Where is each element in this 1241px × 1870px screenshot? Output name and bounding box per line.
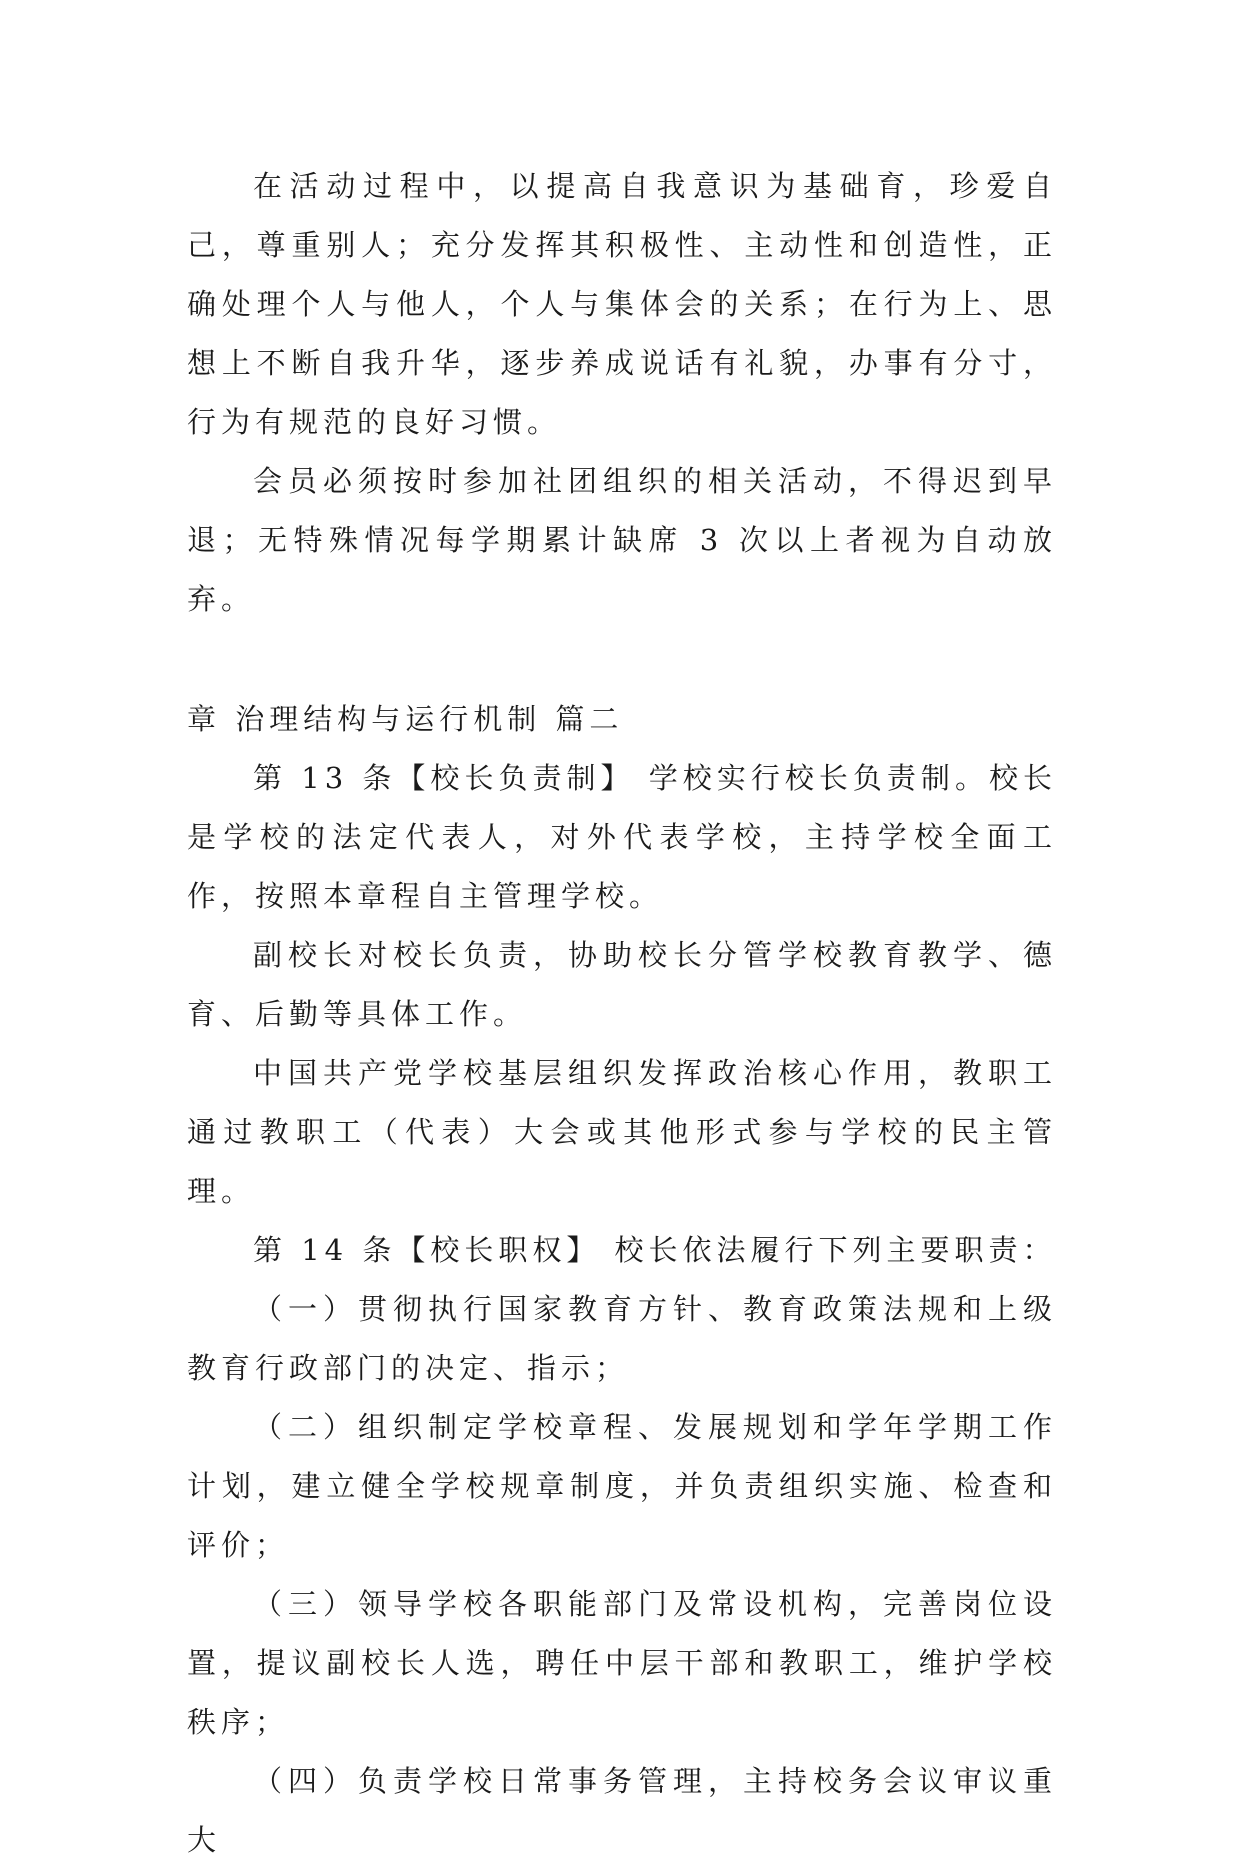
duty-item-4: （四）负责学校日常事务管理，主持校务会议审议重大 [187,1764,1057,1857]
article-13-paragraph: 第 13 条【校长负责制】 学校实行校长负责制。校长是学校的法定代表人，对外代表学校，主持学校全面工作，按照本章程自主管理学校。 [187,761,1057,913]
duty-item-1: （一）贯彻执行国家教育方针、教育政策法规和上级教育行政部门的决定、指示； [187,1292,1057,1385]
party-organization-paragraph: 中国共产党学校基层组织发挥政治核心作用，教职工通过教职工（代表）大会或其他形式参与学校的民主管理。 [187,1056,1057,1208]
vice-principal-paragraph: 副校长对校长负责，协助校长分管学校教育教学、德育、后勤等具体工作。 [187,938,1057,1031]
paragraph-attendance-rule: 会员必须按时参加社团组织的相关活动，不得迟到早退；无特殊情况每学期累计缺席 3 次以上者视为自动放弃。 [187,464,1057,616]
duty-item-2: （二）组织制定学校章程、发展规划和学年学期工作计划，建立健全学校规章制度，并负责组织实施、检查和评价； [187,1410,1057,1562]
duty-item-3: （三）领导学校各职能部门及常设机构，完善岗位设置，提议副校长人选，聘任中层干部和教职工，维护学校秩序； [187,1587,1057,1739]
paragraph-self-awareness: 在活动过程中，以提高自我意识为基础育，珍爱自己，尊重别人；充分发挥其积极性、主动性和创造性，正确处理个人与他人，个人与集体会的关系；在行为上、思想上不断自我升华，逐步养成说话有礼貌，办事有分寸，行为有规范的良好习惯。 [187,169,1057,439]
article-14-paragraph: 第 14 条【校长职权】 校长依法履行下列主要职责： [253,1233,1057,1267]
document-body [187,157,1057,1870]
section-heading: 章 治理结构与运行机制 篇二 [187,702,624,736]
